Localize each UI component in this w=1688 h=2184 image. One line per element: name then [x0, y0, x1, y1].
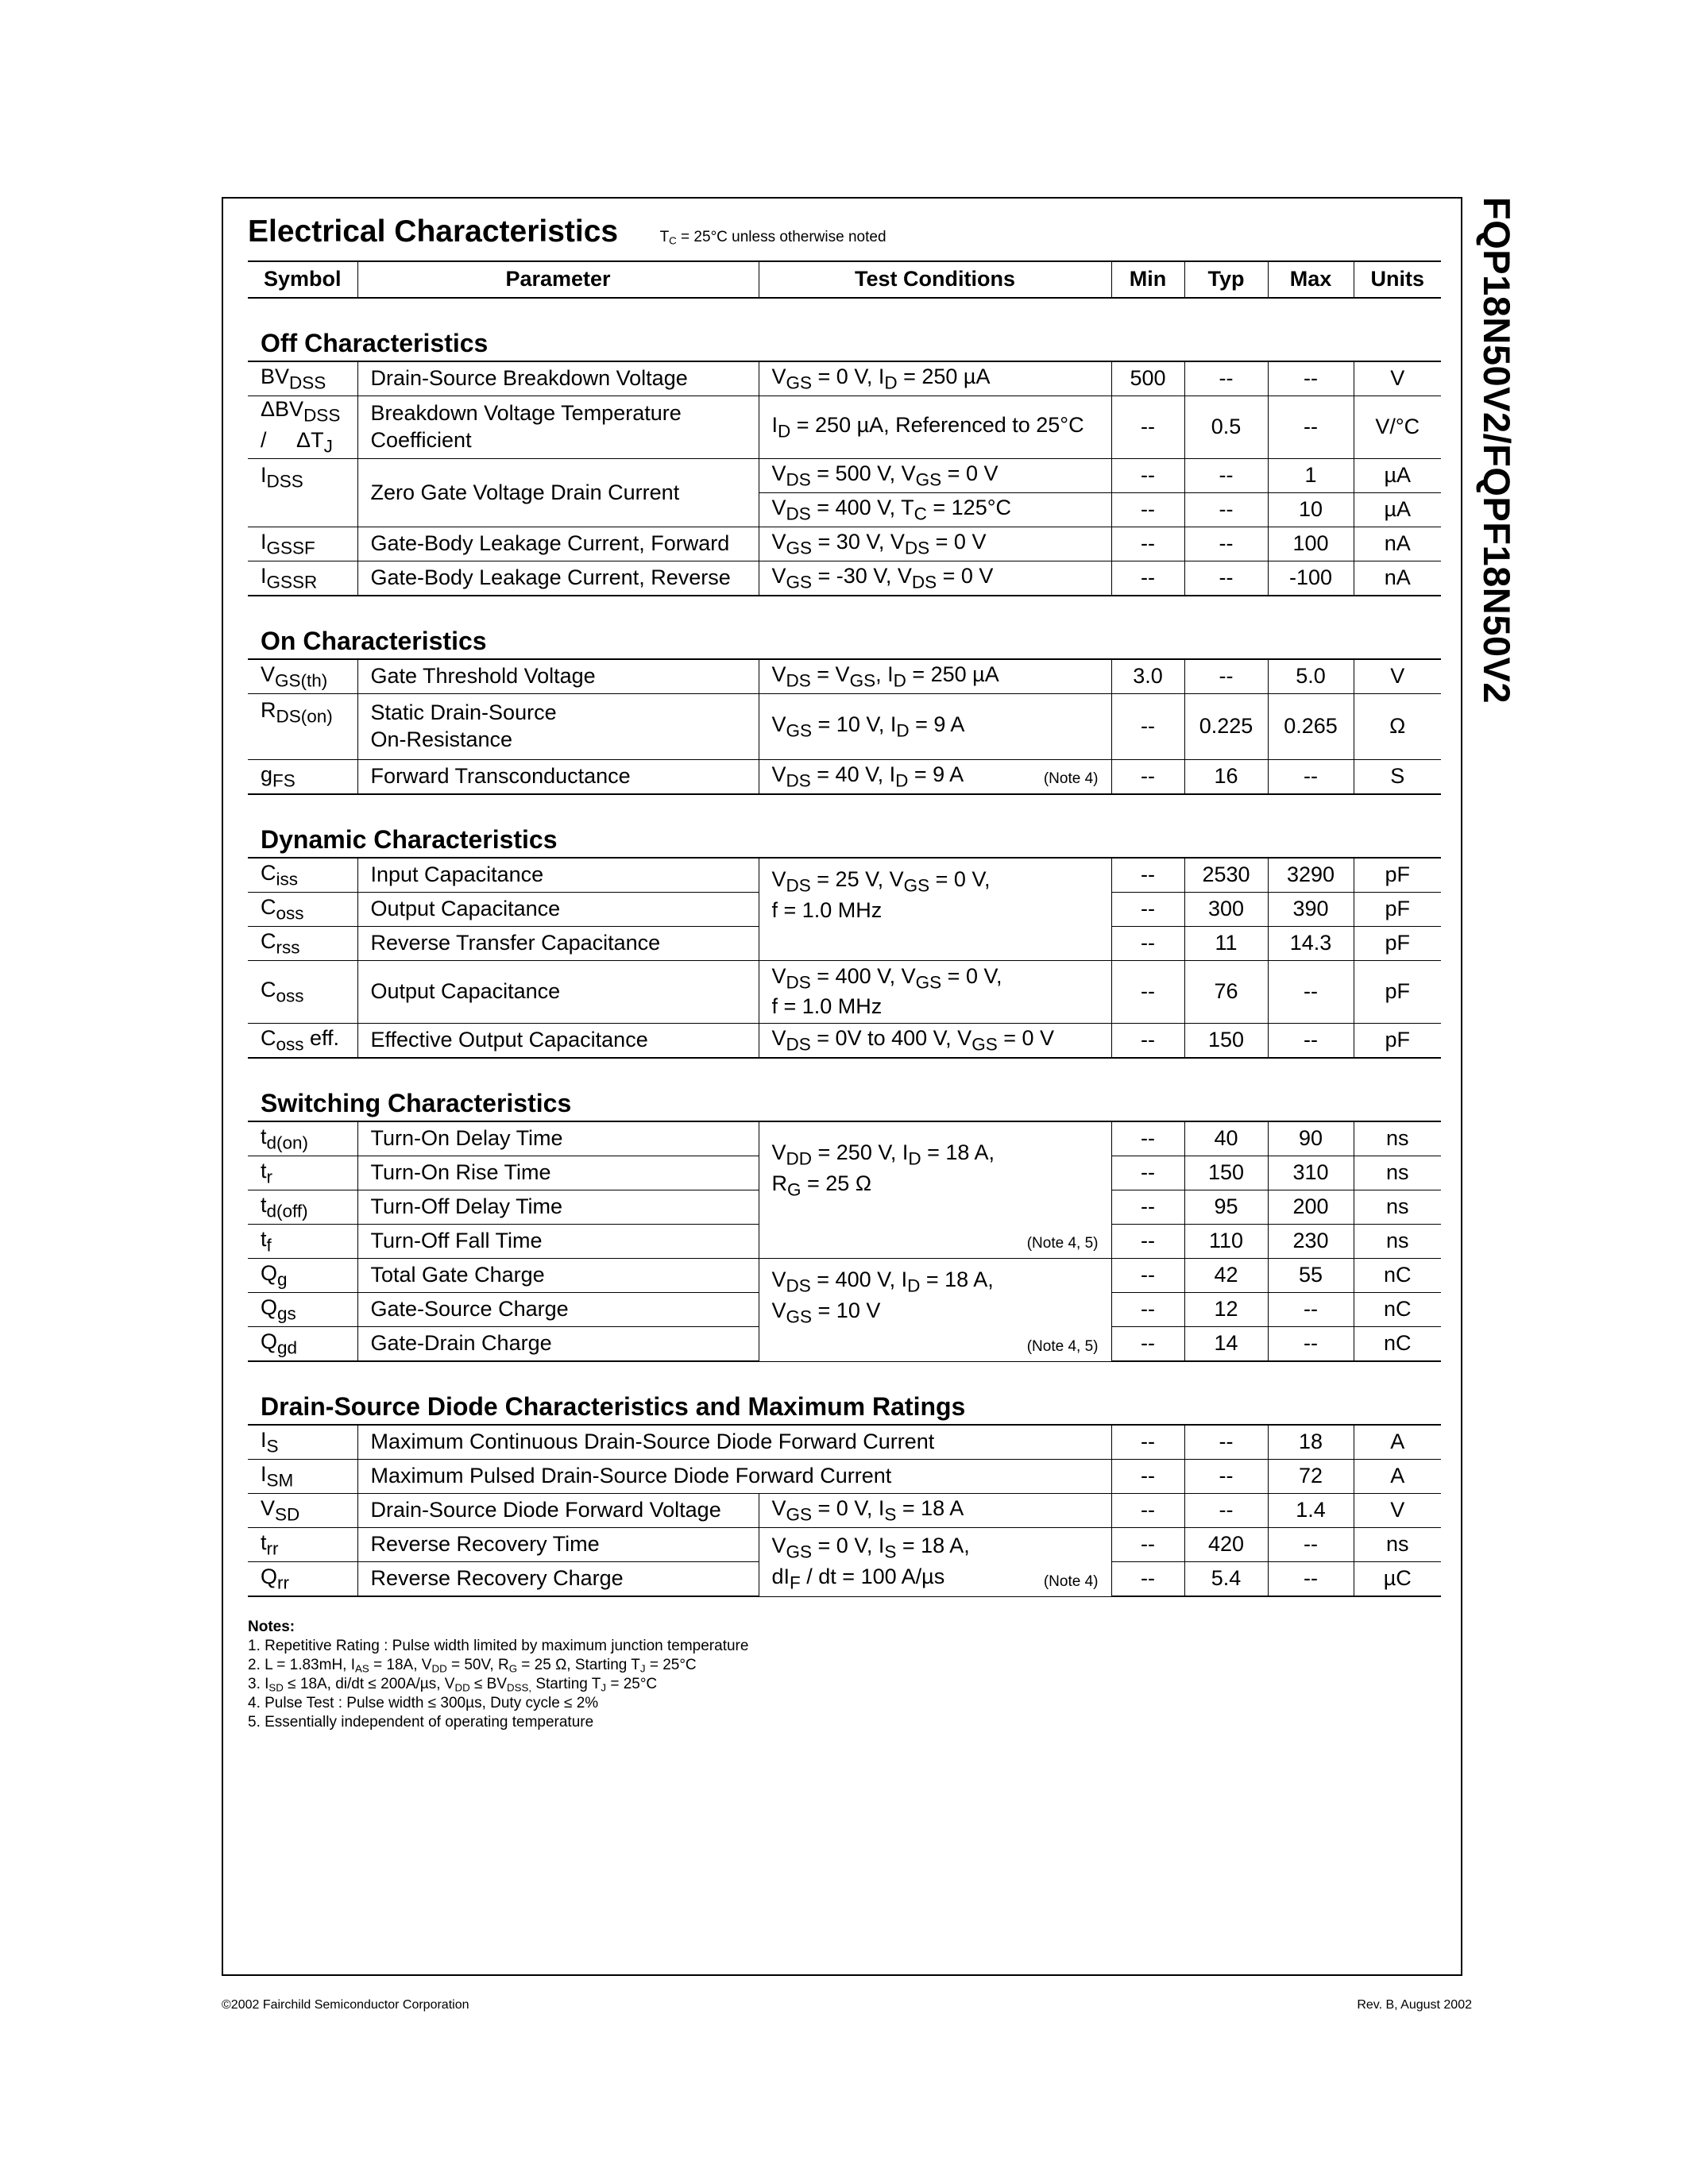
min-cell: --: [1111, 927, 1184, 961]
table-row: [248, 361, 1441, 396]
table-row: [248, 459, 1441, 493]
unit-cell: pF: [1354, 893, 1441, 927]
symbol-cell: $I_{GSSR}$: [248, 561, 357, 596]
unit-cell: pF: [1354, 961, 1441, 1024]
parameter-cell: Maximum Pulsed Drain-Source Diode Forward Current: [357, 1460, 1111, 1494]
unit-cell: S: [1354, 760, 1441, 795]
test-condition-cell: $V_{DS} = 400$ V, $V_{GS} = 0$ V, f = 1.0 MHz: [759, 961, 1111, 1024]
symbol-cell: $BV_{DSS}$: [248, 361, 357, 396]
section-diode-title: Drain-Source Diode Characteristics and Maximum Ratings: [248, 1361, 1441, 1425]
symbol-cell: $Q_g$: [248, 1259, 357, 1293]
min-cell: --: [1111, 694, 1184, 760]
note-5: 5. Essentially independent of operating temperature: [248, 1714, 594, 1731]
typ-cell: --: [1184, 1460, 1268, 1494]
parameter-cell: Reverse Recovery Charge: [357, 1562, 759, 1597]
typ-cell: --: [1184, 659, 1268, 694]
typ-cell: 420: [1184, 1528, 1268, 1562]
unit-cell: A: [1354, 1460, 1441, 1494]
test-condition-cell: $V_{DD} = 250$ V, $I_D = 18$ A, $R_G = 25$ Ω (Note 4, 5): [759, 1121, 1111, 1259]
note-reference: (Note 4, 5): [1026, 1235, 1099, 1252]
symbol-cell: $t_r$: [248, 1156, 357, 1190]
max-cell: --: [1268, 396, 1354, 459]
min-cell: --: [1111, 1494, 1184, 1528]
typ-cell: 2530: [1184, 858, 1268, 893]
unit-cell: µC: [1354, 1562, 1441, 1597]
min-cell: --: [1111, 961, 1184, 1024]
typ-cell: --: [1184, 1425, 1268, 1460]
parameter-cell: Gate-Body Leakage Current, Reverse: [357, 561, 759, 596]
test-condition-cell: $V_{DS} = 40$ V, $I_D = 9$ A (Note 4): [759, 760, 1111, 795]
max-cell: 200: [1268, 1190, 1354, 1225]
max-cell: 100: [1268, 527, 1354, 561]
min-cell: --: [1111, 493, 1184, 527]
header-min: Min: [1111, 261, 1184, 298]
unit-cell: Ω: [1354, 694, 1441, 760]
electrical-characteristics-table: [248, 260, 1441, 1597]
min-cell: --: [1111, 1460, 1184, 1494]
section-heading-row: [248, 596, 1441, 659]
typ-cell: --: [1184, 561, 1268, 596]
symbol-cell: $C_{rss}$: [248, 927, 357, 961]
min-cell: --: [1111, 1562, 1184, 1597]
symbol-cell: $t_f$: [248, 1225, 357, 1259]
notes-heading: Notes:: [248, 1619, 295, 1635]
symbol-cell: $C_{oss}$: [248, 893, 357, 927]
test-condition-cell: $V_{GS} = 0$ V, $I_D = 250$ µA: [759, 361, 1111, 396]
unit-cell: ns: [1354, 1121, 1441, 1156]
title-condition-note: $T_C = 25^\circ C$ unless otherwise noted: [659, 229, 886, 247]
note-3: 3. $I_{SD} \le 18A$, di/dt ≤ 200A/µs, $V_{DD} \le BV_{DSS,}$ Starting $T_J = 25^\circ C$: [248, 1676, 658, 1694]
note-reference: (Note 4): [1043, 770, 1099, 788]
max-cell: 10: [1268, 493, 1354, 527]
symbol-cell: $t_{d(off)}$: [248, 1190, 357, 1225]
min-cell: --: [1111, 893, 1184, 927]
table-row: [248, 760, 1441, 795]
header-max: Max: [1268, 261, 1354, 298]
max-cell: 310: [1268, 1156, 1354, 1190]
unit-cell: nC: [1354, 1327, 1441, 1362]
symbol-cell: $I_{SM}$: [248, 1460, 357, 1494]
unit-cell: V: [1354, 361, 1441, 396]
typ-cell: 150: [1184, 1156, 1268, 1190]
test-condition-cell: $V_{GS} = 0$ V, $I_S = 18$ A: [759, 1494, 1111, 1528]
min-cell: --: [1111, 1528, 1184, 1562]
section-on-title: On Characteristics: [248, 596, 1441, 659]
typ-cell: 12: [1184, 1293, 1268, 1327]
parameter-cell: Effective Output Capacitance: [357, 1024, 759, 1059]
parameter-cell: Static Drain-Source On-Resistance: [357, 694, 759, 760]
table-row: [248, 561, 1441, 596]
max-cell: --: [1268, 1293, 1354, 1327]
unit-cell: V: [1354, 1494, 1441, 1528]
header-parameter: Parameter: [357, 261, 759, 298]
typ-cell: 40: [1184, 1121, 1268, 1156]
symbol-cell: $t_{d(on)}$: [248, 1121, 357, 1156]
note-2: 2. L = 1.83mH, $I_{AS} = 18A$, $V_{DD} = 50V$, $R_G = 25$ Ω, Starting $T_J = 25^\circ C$: [248, 1657, 697, 1675]
parameter-cell: Turn-On Rise Time: [357, 1156, 759, 1190]
typ-cell: 5.4: [1184, 1562, 1268, 1597]
symbol-cell: $g_{FS}$: [248, 760, 357, 795]
unit-cell: A: [1354, 1425, 1441, 1460]
min-cell: --: [1111, 760, 1184, 795]
unit-cell: µA: [1354, 493, 1441, 527]
typ-cell: 95: [1184, 1190, 1268, 1225]
symbol-cell: $C_{oss}$: [248, 961, 357, 1024]
min-cell: --: [1111, 1190, 1184, 1225]
max-cell: --: [1268, 1528, 1354, 1562]
max-cell: 90: [1268, 1121, 1354, 1156]
max-cell: 18: [1268, 1425, 1354, 1460]
note-4: 4. Pulse Test : Pulse width ≤ 300µs, Duty cycle ≤ 2%: [248, 1695, 599, 1711]
test-condition-cell: $V_{GS} = -30$ V, $V_{DS} = 0$ V: [759, 561, 1111, 596]
table-row: [248, 527, 1441, 561]
max-cell: --: [1268, 361, 1354, 396]
typ-cell: --: [1184, 527, 1268, 561]
table-row: [248, 1259, 1441, 1293]
typ-cell: 0.225: [1184, 694, 1268, 760]
parameter-cell: Gate-Drain Charge: [357, 1327, 759, 1362]
min-cell: --: [1111, 527, 1184, 561]
min-cell: --: [1111, 561, 1184, 596]
max-cell: 0.265: [1268, 694, 1354, 760]
test-condition-cell: $V_{GS} = 0$ V, $I_S = 18$ A, $dI_F$ / dt = 100 A/µs (Note 4): [759, 1528, 1111, 1597]
table-row: [248, 396, 1441, 459]
parameter-cell: Total Gate Charge: [357, 1259, 759, 1293]
symbol-cell: $\Delta BV_{DSS}$ / $\Delta T_J$: [248, 396, 357, 459]
table-row: [248, 1460, 1441, 1494]
parameter-cell: Gate-Source Charge: [357, 1293, 759, 1327]
section-heading-row: [248, 298, 1441, 361]
parameter-cell: Drain-Source Breakdown Voltage: [357, 361, 759, 396]
note-1: 1. Repetitive Rating : Pulse width limited by maximum junction temperature: [248, 1638, 749, 1654]
parameter-cell: Drain-Source Diode Forward Voltage: [357, 1494, 759, 1528]
section-heading-row: [248, 794, 1441, 858]
table-row: [248, 961, 1441, 1024]
parameter-cell: Maximum Continuous Drain-Source Diode Forward Current: [357, 1425, 1111, 1460]
max-cell: 14.3: [1268, 927, 1354, 961]
min-cell: --: [1111, 858, 1184, 893]
unit-cell: µA: [1354, 459, 1441, 493]
symbol-cell: $t_{rr}$: [248, 1528, 357, 1562]
max-cell: 1: [1268, 459, 1354, 493]
table-row: [248, 659, 1441, 694]
table-row: [248, 1425, 1441, 1460]
title-row: [248, 214, 886, 260]
typ-cell: 150: [1184, 1024, 1268, 1059]
min-cell: --: [1111, 1225, 1184, 1259]
test-condition-cell: $V_{DS} = 400$ V, $I_D = 18$ A, $V_{GS} = 10$ V (Note 4, 5): [759, 1259, 1111, 1362]
parameter-cell: Output Capacitance: [357, 961, 759, 1024]
section-off-title: Off Characteristics: [248, 298, 1441, 361]
parameter-cell: Turn-Off Fall Time: [357, 1225, 759, 1259]
notes-block: [248, 1618, 748, 1732]
max-cell: 3290: [1268, 858, 1354, 893]
typ-cell: 300: [1184, 893, 1268, 927]
unit-cell: nC: [1354, 1259, 1441, 1293]
unit-cell: ns: [1354, 1156, 1441, 1190]
part-number-sidebar: [1468, 197, 1525, 715]
max-cell: 390: [1268, 893, 1354, 927]
max-cell: --: [1268, 1562, 1354, 1597]
table-row: [248, 1121, 1441, 1156]
symbol-cell: $I_S$: [248, 1425, 357, 1460]
unit-cell: pF: [1354, 927, 1441, 961]
min-cell: --: [1111, 396, 1184, 459]
unit-cell: nA: [1354, 527, 1441, 561]
parameter-cell: Gate-Body Leakage Current, Forward: [357, 527, 759, 561]
symbol-cell: $I_{GSSF}$: [248, 527, 357, 561]
min-cell: --: [1111, 1293, 1184, 1327]
test-condition-cell: $V_{GS} = 10$ V, $I_D = 9$ A: [759, 694, 1111, 760]
table-row: [248, 858, 1441, 893]
header-units: Units: [1354, 261, 1441, 298]
max-cell: -100: [1268, 561, 1354, 596]
max-cell: --: [1268, 961, 1354, 1024]
min-cell: 3.0: [1111, 659, 1184, 694]
section-dynamic-title: Dynamic Characteristics: [248, 794, 1441, 858]
min-cell: --: [1111, 1425, 1184, 1460]
typ-cell: 14: [1184, 1327, 1268, 1362]
typ-cell: 42: [1184, 1259, 1268, 1293]
table-header-row: [248, 261, 1441, 298]
max-cell: --: [1268, 760, 1354, 795]
max-cell: 72: [1268, 1460, 1354, 1494]
max-cell: 55: [1268, 1259, 1354, 1293]
test-condition-cell: $I_D = 250$ µA, Referenced to 25°C: [759, 396, 1111, 459]
table-row: [248, 694, 1441, 760]
note-reference: (Note 4): [1043, 1572, 1099, 1590]
part-number-vertical: FQP18N50V2/FQPF18N50V2: [1476, 197, 1518, 704]
symbol-cell: $Q_{gs}$: [248, 1293, 357, 1327]
parameter-cell: Forward Transconductance: [357, 760, 759, 795]
symbol-cell: $Q_{gd}$: [248, 1327, 357, 1362]
min-cell: --: [1111, 459, 1184, 493]
table-row: [248, 1024, 1441, 1059]
symbol-cell: $Q_{rr}$: [248, 1562, 357, 1597]
min-cell: --: [1111, 1259, 1184, 1293]
min-cell: 500: [1111, 361, 1184, 396]
symbol-cell: $R_{DS(on)}$: [248, 694, 357, 760]
footer-revision: Rev. B, August 2002: [1357, 1998, 1472, 2012]
max-cell: 5.0: [1268, 659, 1354, 694]
section-switching-title: Switching Characteristics: [248, 1058, 1441, 1121]
typ-cell: 110: [1184, 1225, 1268, 1259]
parameter-cell: Turn-Off Delay Time: [357, 1190, 759, 1225]
typ-cell: 11: [1184, 927, 1268, 961]
test-condition-cell: $V_{DS} = 0V$ to 400 V, $V_{GS} = 0$ V: [759, 1024, 1111, 1059]
parameter-cell: Input Capacitance: [357, 858, 759, 893]
unit-cell: V/°C: [1354, 396, 1441, 459]
header-symbol: Symbol: [248, 261, 357, 298]
header-test-conditions: Test Conditions: [759, 261, 1111, 298]
max-cell: --: [1268, 1024, 1354, 1059]
parameter-cell: Breakdown Voltage Temperature Coefficient: [357, 396, 759, 459]
min-cell: --: [1111, 1327, 1184, 1362]
min-cell: --: [1111, 1121, 1184, 1156]
test-condition-cell: $V_{DS} = V_{GS}$, $I_D = 250$ µA: [759, 659, 1111, 694]
page-title: Electrical Characteristics: [248, 214, 619, 249]
typ-cell: --: [1184, 493, 1268, 527]
max-cell: 230: [1268, 1225, 1354, 1259]
typ-cell: 16: [1184, 760, 1268, 795]
symbol-cell: $C_{oss}$ eff.: [248, 1024, 357, 1059]
unit-cell: ns: [1354, 1225, 1441, 1259]
typ-cell: 0.5: [1184, 396, 1268, 459]
min-cell: --: [1111, 1024, 1184, 1059]
unit-cell: pF: [1354, 1024, 1441, 1059]
symbol-cell: $V_{GS(th)}$: [248, 659, 357, 694]
min-cell: --: [1111, 1156, 1184, 1190]
max-cell: --: [1268, 1327, 1354, 1362]
parameter-cell: Reverse Recovery Time: [357, 1528, 759, 1562]
test-condition-cell: $V_{DS} = 500$ V, $V_{GS} = 0$ V: [759, 459, 1111, 493]
parameter-cell: Gate Threshold Voltage: [357, 659, 759, 694]
unit-cell: V: [1354, 659, 1441, 694]
unit-cell: ns: [1354, 1190, 1441, 1225]
table-row: [248, 1528, 1441, 1562]
parameter-cell: Reverse Transfer Capacitance: [357, 927, 759, 961]
symbol-cell: $C_{iss}$: [248, 858, 357, 893]
typ-cell: 76: [1184, 961, 1268, 1024]
parameter-cell: Turn-On Delay Time: [357, 1121, 759, 1156]
max-cell: 1.4: [1268, 1494, 1354, 1528]
unit-cell: ns: [1354, 1528, 1441, 1562]
table-row: [248, 1494, 1441, 1528]
test-condition-cell: $V_{DS} = 400$ V, $T_C = 125^\circ C$: [759, 493, 1111, 527]
typ-cell: --: [1184, 459, 1268, 493]
section-heading-row: [248, 1361, 1441, 1425]
test-condition-cell: $V_{GS} = 30$ V, $V_{DS} = 0$ V: [759, 527, 1111, 561]
test-condition-cell: $V_{DS} = 25$ V, $V_{GS} = 0$ V, f = 1.0 MHz: [759, 858, 1111, 961]
parameter-cell: Zero Gate Voltage Drain Current: [357, 459, 759, 527]
typ-cell: --: [1184, 361, 1268, 396]
unit-cell: nA: [1354, 561, 1441, 596]
parameter-cell: Output Capacitance: [357, 893, 759, 927]
note-reference: (Note 4, 5): [1026, 1337, 1099, 1355]
header-typ: Typ: [1184, 261, 1268, 298]
typ-cell: --: [1184, 1494, 1268, 1528]
unit-cell: nC: [1354, 1293, 1441, 1327]
section-heading-row: [248, 1058, 1441, 1121]
footer-copyright: ©2002 Fairchild Semiconductor Corporation: [222, 1998, 469, 2012]
symbol-cell: $V_{SD}$: [248, 1494, 357, 1528]
symbol-cell: $I_{DSS}$: [248, 459, 357, 527]
unit-cell: pF: [1354, 858, 1441, 893]
